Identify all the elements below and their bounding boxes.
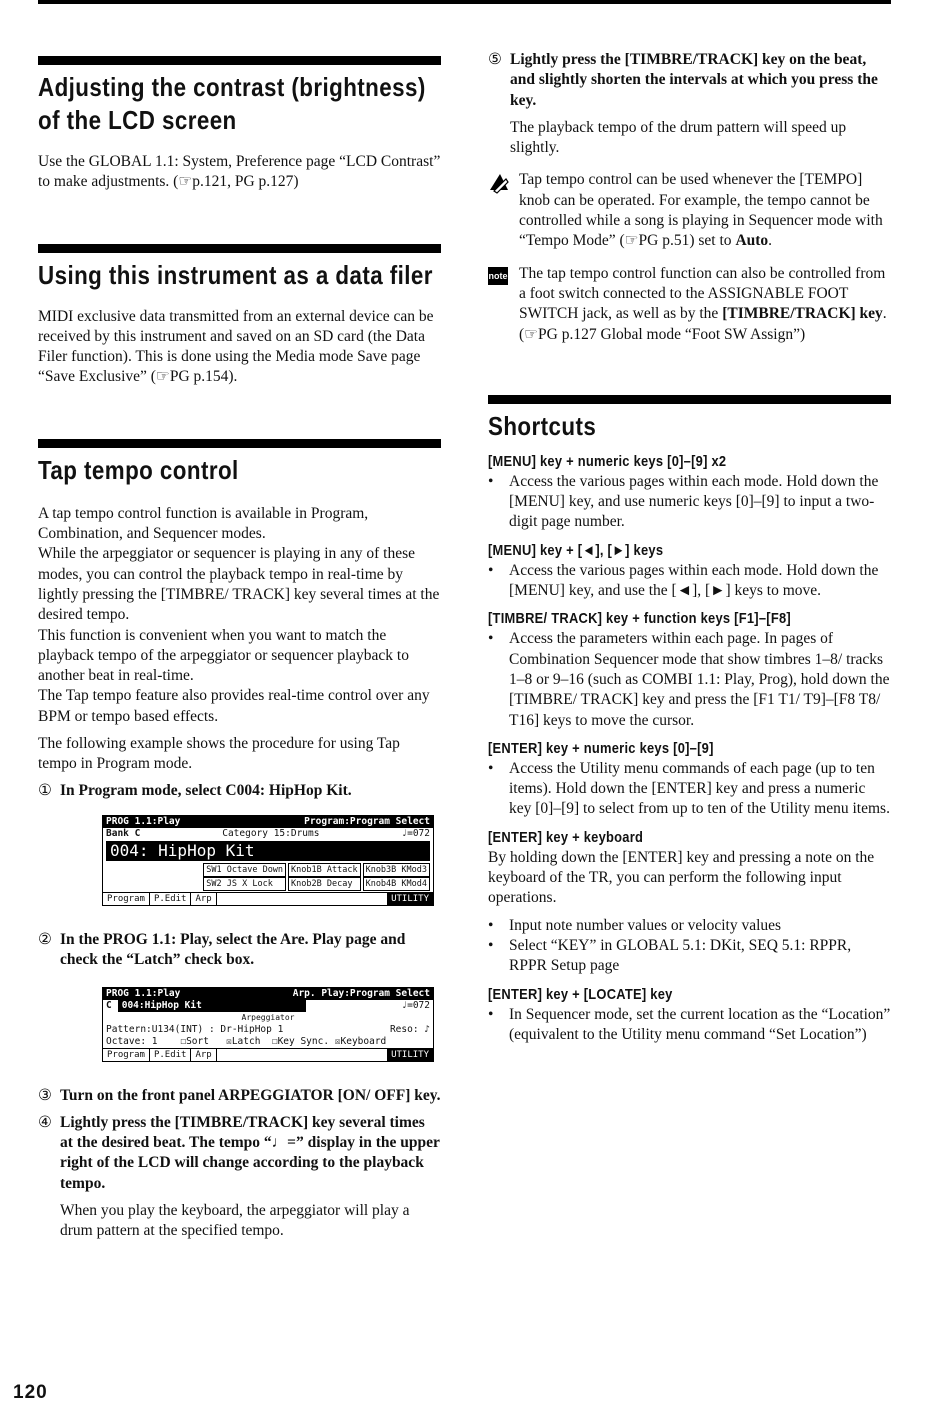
section-title-data-filer: Using this instrument as a data filer [38, 259, 433, 290]
lcd-page-tab: Program:Program Select [304, 815, 430, 827]
paragraph: Use the GLOBAL 1.1: System, Preference page “LCD Contrast” to make adjustments. (☞p.121, PG p.127) [38, 153, 441, 191]
lcd-control: Knob2B Decay [288, 877, 361, 891]
paragraph: The Tap tempo feature also provides real-time control over any BPM or tempo based effects. [38, 687, 430, 725]
lcd-tab-program: Program [103, 1049, 150, 1061]
lcd-tab-pedit: P.Edit [150, 893, 192, 905]
section-bar [38, 56, 441, 65]
section-title-tap-tempo: Tap tempo control [38, 454, 239, 485]
section-bar [488, 395, 891, 404]
shortcut-title: [MENU] key + numeric keys [0]–[9] x2 [488, 452, 727, 470]
lcd-bank-row [103, 1000, 433, 1012]
list-item: • Access the Utility menu commands of each page (up to ten items). Hold down the [ENTER] key and press a numeric key [0]–[9] to select from up to ten of the Utility menu items. [488, 759, 890, 818]
list-item: • Select “KEY” in GLOBAL 5.1: DKit, SEQ 5.1: RPPR, RPPR Setup page [488, 936, 852, 975]
list-item: • In Sequencer mode, set the current location as the “Location” (equivalent to the Utility menu command “Set Location”) [488, 1005, 891, 1043]
step-3 [38, 1086, 441, 1106]
lcd-arpeggiator-label: Arpeggiator [241, 1012, 295, 1022]
section-title-shortcuts: Shortcuts [488, 410, 597, 441]
paragraph: The following example shows the procedure for using Tap tempo in Program mode. [38, 735, 400, 773]
shortcut-title: [ENTER] key + [LOCATE] key [488, 985, 673, 1003]
shortcut-title: [TIMBRE/ TRACK] key + function keys [F1]–[F8] [488, 610, 791, 628]
lcd-tab-utility: UTILITY [387, 1049, 433, 1061]
note-icon: note [488, 267, 508, 285]
lcd-tempo: ♩=072 [401, 999, 430, 1011]
lcd-options: Octave: 1 ☐Sort ☒Latch ☐Key Sync. ☒Keyboard [106, 1035, 387, 1047]
lcd-control: Knob4B KMod4 [363, 877, 430, 891]
lcd-tab-arp: Arp [191, 1049, 216, 1061]
section-title-lcd-contrast: Adjusting the contrast (brightness) of the LCD screen [38, 72, 426, 135]
lcd-options-row [103, 1036, 433, 1048]
paragraph: MIDI exclusive data transmitted from an external device can be received by this instrument and saved on an SD card (the Data Filer function). This is done using the Media mode Save page “Save Exclusive” (☞PG p.154). [38, 307, 434, 386]
caution-block [488, 170, 891, 251]
lcd-pattern-row [103, 1024, 433, 1036]
lcd-controls [103, 862, 433, 892]
lcd-page-label: PROG 1.1:Play [106, 815, 181, 827]
paragraph: A tap tempo control function is available in Program, Combination, and Sequencer modes. [38, 504, 369, 543]
shortcut-title: [ENTER] key + keyboard [488, 828, 644, 846]
step-text: Turn on the front panel ARPEGGIATOR [ON/ OFF] key. [60, 1086, 441, 1104]
step-number: ① [38, 781, 52, 799]
lcd-control: Knob1B Attack [288, 863, 361, 877]
paragraph: By holding down the [ENTER] key and pressing a note on the keyboard of the TR, you can perform the following input operations. [488, 848, 875, 907]
paragraph: This function is convenient when you want to match the playback tempo of the arpeggiator or sequencer playback to another beat in real-time. [38, 626, 409, 685]
lcd-control: Knob3B KMod3 [363, 863, 430, 877]
list-item: • Access the various pages within each mode. Hold down the [MENU] key, and use the [◄], [►] keys to move. [488, 561, 879, 600]
paragraph: While the arpeggiator or sequencer is playing in any of these modes, you can control the playback tempo in real-time by lightly pressing the [TIMBRE/ TRACK] key several times at the desired tempo. [38, 545, 440, 624]
lcd-tabs [103, 892, 433, 905]
lcd-program-name: 004:HipHop Kit [118, 1000, 306, 1012]
lcd-bank: C [106, 999, 112, 1011]
step-text: In Program mode, select C004: HipHop Kit. [60, 781, 352, 799]
step-number: ② [38, 930, 52, 948]
step-2 [38, 930, 441, 971]
lcd-page-label: PROG 1.1:Play [106, 987, 181, 999]
step-4 [38, 1113, 441, 1194]
lcd-tempo: ♩=072 [401, 827, 430, 839]
lcd-page-tab: Arp. Play:Program Select [292, 987, 430, 999]
step-text: Lightly press the [TIMBRE/TRACK] key several times at the desired beat. The tempo “♩=” display in the upper right of the LCD will change according to the playback tempo. [60, 1113, 440, 1192]
lcd-control: SW2 JS X Lock [203, 877, 286, 891]
lcd-header [103, 988, 433, 1000]
lcd-tabs [103, 1048, 433, 1061]
list-item: • Input note number values or velocity values [488, 916, 782, 934]
lcd-program-name: 004: HipHop Kit [106, 841, 430, 861]
step-text: Lightly press the [TIMBRE/TRACK] key on the beat, and slightly shorten the intervals at which you press the key. [510, 51, 878, 109]
lcd-pattern: Pattern:U134(INT) : Dr-HipHop 1 [106, 1023, 284, 1035]
lcd-program-row [103, 840, 433, 862]
step-number: ⑤ [488, 51, 502, 68]
list-item: • Access the various pages within each mode. Hold down the [MENU] key, and use numeric keys [0]–[9] to input a two-digit page number. [488, 472, 879, 531]
shortcut-title: [MENU] key + [◄], [►] keys [488, 541, 664, 559]
section-bar [38, 244, 441, 253]
lcd-tab-pedit: P.Edit [150, 1049, 192, 1061]
list-item: • Access the parameters within each page. In pages of Combination Sequencer mode that show timbres 1–8/ tracks 1–8 or 9–16 (such as COMBI 1.1: Play, Prog), hold down the [TIMBRE/ TRACK] key and press the [F1 T1/ T9]–[F8 T8/ T16] keys to move the cursor. [488, 630, 890, 729]
caution-icon [488, 170, 519, 251]
note-text: The tap tempo control function can also be controlled from a foot switch connected to the ASSIGNABLE FOOT SWITCH jack, as well as by the [TIMBRE/TRACK] key. (☞PG p.127 Global mode “Foot SW Assign”) [519, 264, 887, 343]
lcd-screenshot-arp-play [102, 987, 434, 1062]
step-text: In the PROG 1.1: Play, select the Are. Play page and check the “Latch” check box. [60, 930, 406, 969]
step-number: ③ [38, 1086, 52, 1104]
lcd-tab-program: Program [103, 893, 150, 905]
lcd-bank-row [103, 828, 433, 840]
note-block [488, 264, 891, 345]
lcd-screenshot-program-play [102, 815, 434, 906]
lcd-tab-arp: Arp [191, 893, 216, 905]
caution-text: Tap tempo control can be used whenever the [TEMPO] knob can be operated. For example, the tempo cannot be controlled while a song is playing in Sequencer mode with “Tempo Mode” (☞PG p.51) set to Auto. [519, 171, 883, 250]
lcd-bank: Bank C [106, 827, 141, 839]
lcd-header [103, 816, 433, 828]
section-bar [38, 439, 441, 448]
shortcut-title: [ENTER] key + numeric keys [0]–[9] [488, 739, 714, 757]
right-column [488, 0, 891, 1045]
step-5 [488, 50, 891, 111]
page-number: 120 [13, 1382, 48, 1403]
step-1 [38, 781, 441, 801]
left-column [38, 0, 441, 1242]
lcd-category: Category 15:Drums [222, 827, 320, 839]
paragraph: When you play the keyboard, the arpeggiator will play a drum pattern at the specified tempo. [60, 1202, 410, 1240]
lcd-control: SW1 Octave Down [203, 863, 286, 877]
paragraph: The playback tempo of the drum pattern will speed up slightly. [510, 118, 847, 157]
lcd-tab-utility: UTILITY [387, 893, 433, 905]
step-number: ④ [38, 1113, 52, 1131]
lcd-reso: Reso: ♪ [389, 1023, 430, 1035]
